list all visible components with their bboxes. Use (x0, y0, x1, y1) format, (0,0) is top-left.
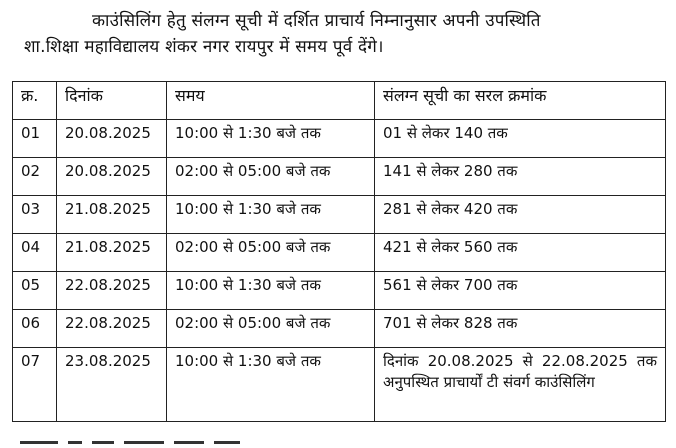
cell-serial-number: 01 (13, 120, 57, 158)
cell-list-range: दिनांक 20.08.2025 से 22.08.2025 तक अनुपस्थित प्राचार्यों टी संवर्ग काउंसिलिंग (375, 348, 666, 422)
notice-line-2: शा.शिक्षा महाविद्यालय शंकर नगर रायपुर में समय पूर्व देंगे। (24, 37, 384, 57)
cell-time: 02:00 से 05:00 बजे तक (167, 234, 375, 272)
cell-date: 23.08.2025 (57, 348, 167, 422)
header-date: दिनांक (57, 82, 167, 120)
cell-serial-number: 03 (13, 196, 57, 234)
cell-date: 22.08.2025 (57, 272, 167, 310)
cell-date: 22.08.2025 (57, 310, 167, 348)
table-row (13, 348, 666, 422)
cell-list-range: 01 से लेकर 140 तक (375, 120, 666, 158)
header-serial-number: क्र. (13, 82, 57, 120)
table-row (13, 158, 666, 196)
cell-date: 21.08.2025 (57, 234, 167, 272)
cell-date: 20.08.2025 (57, 158, 167, 196)
table-row (13, 234, 666, 272)
cell-date: 21.08.2025 (57, 196, 167, 234)
counselling-schedule-table (12, 81, 666, 422)
table-row (13, 310, 666, 348)
header-list-serial-range: संलग्न सूची का सरल क्रमांक (375, 82, 666, 120)
cell-list-range: 701 से लेकर 828 तक (375, 310, 666, 348)
table-row (13, 272, 666, 310)
cropped-text-remnant (20, 441, 260, 448)
cell-list-range: 421 से लेकर 560 तक (375, 234, 666, 272)
cell-list-range: 561 से लेकर 700 तक (375, 272, 666, 310)
cell-time: 10:00 से 1:30 बजे तक (167, 348, 375, 422)
notice-line-1: काउंसिलिंग हेतु संलग्न सूची में दर्शित प्राचार्य निम्नानुसार अपनी उपस्थिति (92, 11, 541, 31)
table-header-row (13, 82, 666, 120)
header-time: समय (167, 82, 375, 120)
cell-serial-number: 05 (13, 272, 57, 310)
table-row (13, 196, 666, 234)
cell-time: 10:00 से 1:30 बजे तक (167, 196, 375, 234)
table-row (13, 120, 666, 158)
cell-list-range: 141 से लेकर 280 तक (375, 158, 666, 196)
cell-time: 02:00 से 05:00 बजे तक (167, 158, 375, 196)
cell-serial-number: 04 (13, 234, 57, 272)
cell-serial-number: 06 (13, 310, 57, 348)
cell-serial-number: 02 (13, 158, 57, 196)
notice-paragraph (24, 8, 660, 60)
cell-date: 20.08.2025 (57, 120, 167, 158)
cell-time: 10:00 से 1:30 बजे तक (167, 272, 375, 310)
cell-list-range: 281 से लेकर 420 तक (375, 196, 666, 234)
cell-time: 02:00 से 05:00 बजे तक (167, 310, 375, 348)
cell-serial-number: 07 (13, 348, 57, 422)
cell-time: 10:00 से 1:30 बजे तक (167, 120, 375, 158)
